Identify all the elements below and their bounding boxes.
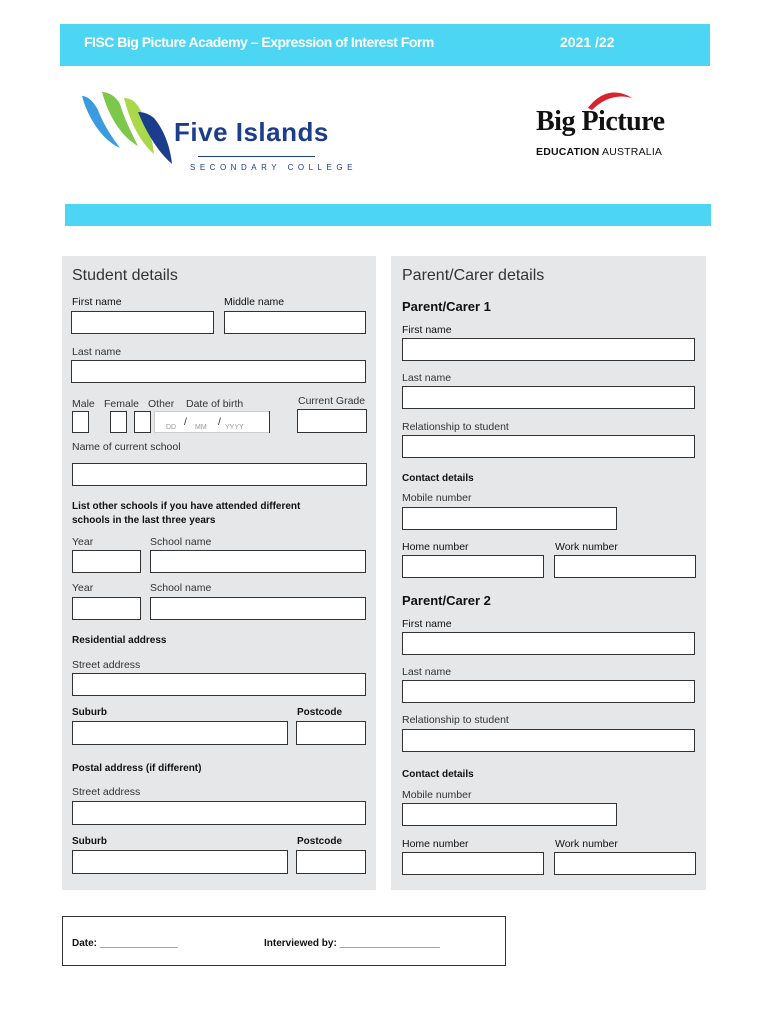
postal-postcode-input[interactable] xyxy=(296,850,366,874)
male-label: Male xyxy=(72,398,95,410)
carer2-contact-heading: Contact details xyxy=(402,769,474,780)
year-label-2: Year xyxy=(72,582,94,594)
carer-2-heading: Parent/Carer 2 xyxy=(402,593,491,608)
carer1-home-input[interactable] xyxy=(402,555,544,578)
dob-dd-placeholder: DD xyxy=(166,424,177,431)
dob-mm-placeholder: MM xyxy=(195,424,207,431)
carer1-work-label: Work number xyxy=(555,541,618,553)
female-checkbox[interactable] xyxy=(110,411,127,433)
middle-name-label: Middle name xyxy=(224,296,285,308)
parent-details-title: Parent/Carer details xyxy=(402,267,545,284)
current-school-input[interactable] xyxy=(72,463,367,486)
school-name-label-2: School name xyxy=(150,582,212,594)
residential-postcode-input[interactable] xyxy=(296,721,366,745)
female-label: Female xyxy=(104,398,140,410)
carer1-work-input[interactable] xyxy=(554,555,696,578)
first-name-label: First name xyxy=(72,296,122,308)
student-first-name-input[interactable] xyxy=(71,311,214,334)
carer1-relationship-label: Relationship to student xyxy=(402,421,509,433)
suburb-label-1: Suburb xyxy=(72,707,107,718)
carer2-mobile-input[interactable] xyxy=(402,803,617,826)
carer2-first-name-label: First name xyxy=(402,618,452,630)
postcode-label-2: Postcode xyxy=(297,836,343,847)
carer1-first-name-label: First name xyxy=(402,324,452,336)
carer1-home-label: Home number xyxy=(402,541,469,553)
year-label-1: Year xyxy=(72,536,94,548)
dob-slash-2: / xyxy=(218,416,221,428)
street-address-label-2: Street address xyxy=(72,786,141,798)
school-name-input-2[interactable] xyxy=(150,597,366,620)
carer2-relationship-label: Relationship to student xyxy=(402,714,509,726)
student-last-name-input[interactable] xyxy=(71,360,366,383)
current-school-label: Name of current school xyxy=(72,441,181,453)
student-details-title: Student details xyxy=(72,267,178,284)
carer2-work-label: Work number xyxy=(555,838,618,850)
carer2-first-name-input[interactable] xyxy=(402,632,695,655)
current-grade-input[interactable] xyxy=(297,409,367,433)
carer1-mobile-input[interactable] xyxy=(402,507,617,530)
other-checkbox[interactable] xyxy=(134,411,151,433)
other-schools-heading-1: List other schools if you have attended different xyxy=(72,501,301,512)
school-subtitle: SECONDARY COLLEGE xyxy=(190,163,357,172)
carer-1-heading: Parent/Carer 1 xyxy=(402,299,491,314)
carer2-work-input[interactable] xyxy=(554,852,696,875)
carer2-home-label: Home number xyxy=(402,838,469,850)
suburb-label-2: Suburb xyxy=(72,836,107,847)
school-name-input-1[interactable] xyxy=(150,550,366,573)
other-label: Other xyxy=(148,398,175,410)
postal-street-input[interactable] xyxy=(72,801,366,825)
dob-input-edge xyxy=(269,411,270,433)
carer1-contact-heading: Contact details xyxy=(402,473,474,484)
accent-strip xyxy=(65,204,711,226)
interviewed-by-field[interactable]: Interviewed by: __________________ xyxy=(264,938,440,949)
carer1-mobile-label: Mobile number xyxy=(402,492,472,504)
date-field[interactable]: Date: ______________ xyxy=(72,938,178,949)
postcode-label-1: Postcode xyxy=(297,707,343,718)
dob-yyyy-placeholder: YYYY xyxy=(225,424,244,431)
carer1-last-name-label: Last name xyxy=(402,372,452,384)
dob-slash-1: / xyxy=(184,416,187,428)
residential-street-input[interactable] xyxy=(72,673,366,696)
carer1-last-name-input[interactable] xyxy=(402,386,695,409)
carer2-mobile-label: Mobile number xyxy=(402,789,472,801)
five-islands-logo-icon xyxy=(74,88,174,180)
dob-label: Date of birth xyxy=(186,398,244,410)
other-schools-heading-2: schools in the last three years xyxy=(72,515,216,526)
last-name-label: Last name xyxy=(72,346,122,358)
carer1-first-name-input[interactable] xyxy=(402,338,695,361)
form-title: FISC Big Picture Academy – Expression of Interest Form xyxy=(84,34,434,50)
big-picture-subtitle xyxy=(536,146,662,158)
postal-suburb-input[interactable] xyxy=(72,850,288,874)
school-name-label-1: School name xyxy=(150,536,212,548)
bp-bold-word: EDUCATION xyxy=(536,146,600,158)
carer2-relationship-input[interactable] xyxy=(402,729,695,752)
carer2-home-input[interactable] xyxy=(402,852,544,875)
residential-address-heading: Residential address xyxy=(72,635,167,646)
carer1-relationship-input[interactable] xyxy=(402,435,695,458)
street-address-label-1: Street address xyxy=(72,659,141,671)
form-year: 2021 /22 xyxy=(560,34,615,50)
student-middle-name-input[interactable] xyxy=(224,311,366,334)
current-grade-label: Current Grade xyxy=(298,395,366,407)
big-picture-name: Big Picture xyxy=(536,106,665,137)
postal-address-heading: Postal address (if different) xyxy=(72,763,202,774)
male-checkbox[interactable] xyxy=(72,411,89,433)
carer2-last-name-input[interactable] xyxy=(402,680,695,703)
residential-suburb-input[interactable] xyxy=(72,721,288,745)
logo-divider xyxy=(198,156,315,157)
school-name: Five Islands xyxy=(174,117,329,147)
year-input-2[interactable] xyxy=(72,597,141,620)
bp-rest-word: AUSTRALIA xyxy=(601,146,663,158)
year-input-1[interactable] xyxy=(72,550,141,573)
carer2-last-name-label: Last name xyxy=(402,666,452,678)
